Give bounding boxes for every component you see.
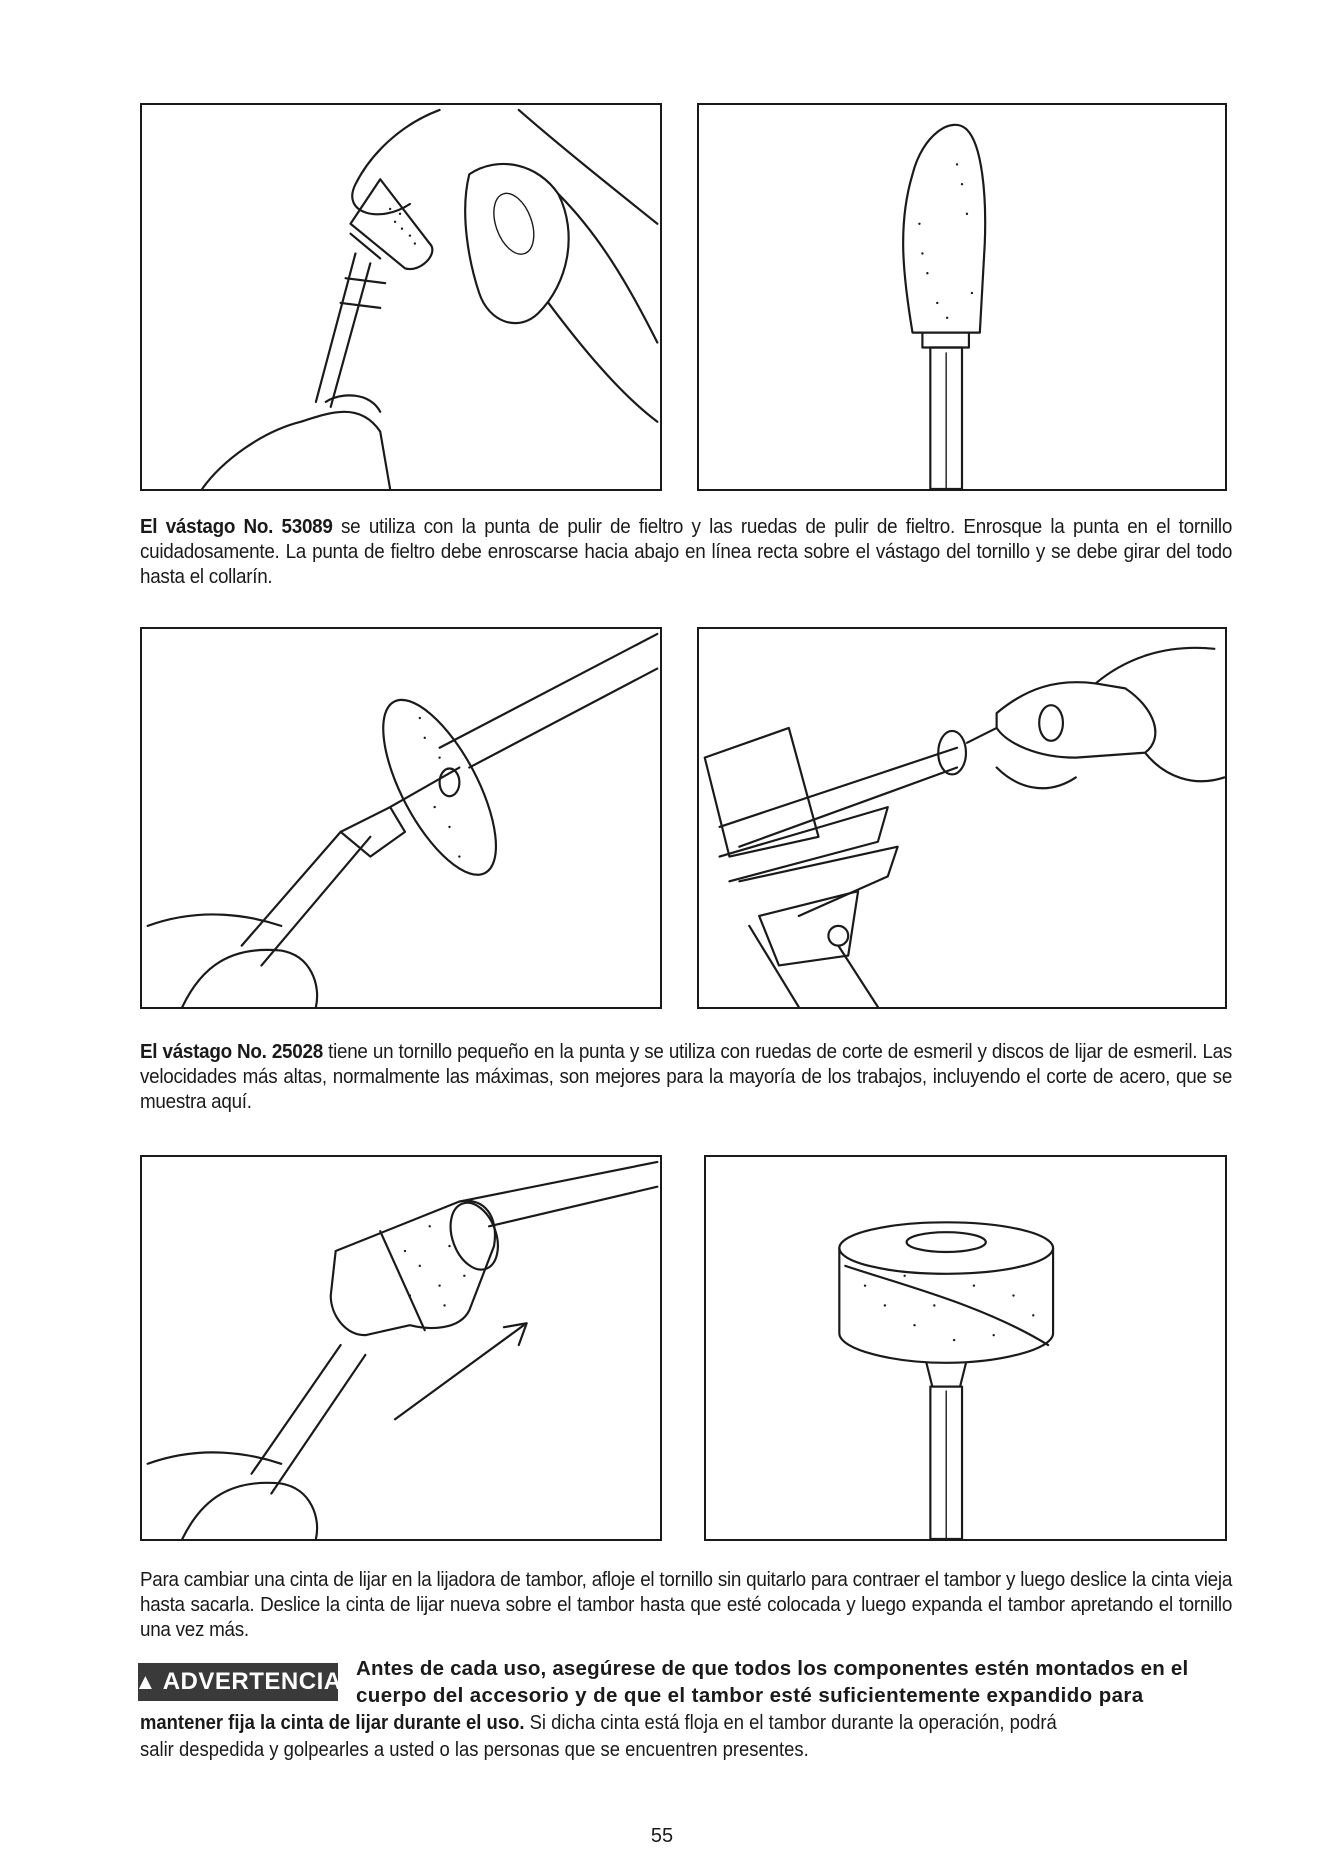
warning-badge bbox=[134, 1663, 342, 1701]
felt-tip-on-mandrel-illustration bbox=[699, 105, 1225, 489]
warning-line-1 bbox=[356, 1656, 1232, 1681]
page-number: 55 bbox=[650, 1825, 674, 1847]
sanding-drum-on-mandrel-illustration bbox=[706, 1157, 1225, 1539]
warning-line-3 bbox=[140, 1710, 1123, 1735]
warning-rest-4: salir despedida y golpearles a usted o las personas que se encuentren presentes. bbox=[140, 1738, 809, 1761]
caption-mandrel-25028 bbox=[140, 1039, 1232, 1114]
caption-body: se utiliza con la punta de pulir de fieltro y las ruedas de pulir de fieltro. Enrosque la punta en el tornillo cuidadosamente. La punta de fieltro debe enroscarse hacia abajo en línea recta sobre el vástago del tornillo y se debe girar del todo hasta el collarín. bbox=[140, 515, 1233, 588]
figure-felt-tip-mandrel bbox=[697, 103, 1227, 491]
figure-felt-tip-threading bbox=[140, 103, 662, 491]
cutting-steel-vise-illustration bbox=[699, 629, 1225, 1007]
sanding-drum-with-arrow-illustration bbox=[142, 1157, 660, 1539]
warning-bold-3: mantener fija la cinta de lijar durante el uso. bbox=[140, 1711, 525, 1734]
caption-body: tiene un tornillo pequeño en la punta y se utiliza con ruedas de corte de esmeril y discos de lijar de esmeril. Las velocidades más altas, normalmente las máximas, son mejores para la mayoría de los trabajos, incluyendo el corte de acero, que se muestra aquí. bbox=[140, 1040, 1233, 1113]
warning-line-2 bbox=[356, 1683, 1232, 1708]
figure-cutting-steel bbox=[697, 627, 1227, 1009]
figure-sanding-drum-mandrel bbox=[704, 1155, 1227, 1541]
hand-threading-felt-tip-illustration bbox=[142, 105, 660, 489]
warning-bold-1: Antes de cada uso, asegúrese de que todos los componentes estén montados en el bbox=[356, 1657, 1189, 1680]
caption-mandrel-53089 bbox=[140, 514, 1232, 589]
caption-sanding-drum bbox=[140, 1567, 1232, 1642]
warning-badge-label: ADVERTENCIA bbox=[162, 1668, 342, 1695]
warning-triangle-icon: ▲ bbox=[134, 1669, 157, 1694]
cutoff-wheel-illustration bbox=[142, 629, 660, 1007]
caption-body: Para cambiar una cinta de lijar en la lijadora de tambor, afloje el tornillo sin quitarlo para contraer el tambor y luego deslice la cinta vieja hasta sacarla. Deslice la cinta de lijar nueva sobre el tambor hasta que esté colocada y luego expanda el tambor apretando el tornillo una vez más. bbox=[140, 1568, 1233, 1641]
warning-rest-3: Si dicha cinta está floja en el tambor durante la operación, podrá bbox=[524, 1711, 1057, 1734]
caption-lead: El vástago No. 25028 bbox=[140, 1040, 323, 1063]
figure-cutoff-wheel bbox=[140, 627, 662, 1009]
figure-sanding-drum-arrow bbox=[140, 1155, 662, 1541]
warning-bold-2: cuerpo del accesorio y de que el tambor esté suficientemente expandido para bbox=[356, 1684, 1144, 1707]
caption-lead: El vástago No. 53089 bbox=[140, 515, 333, 538]
warning-line-4 bbox=[140, 1737, 1123, 1762]
